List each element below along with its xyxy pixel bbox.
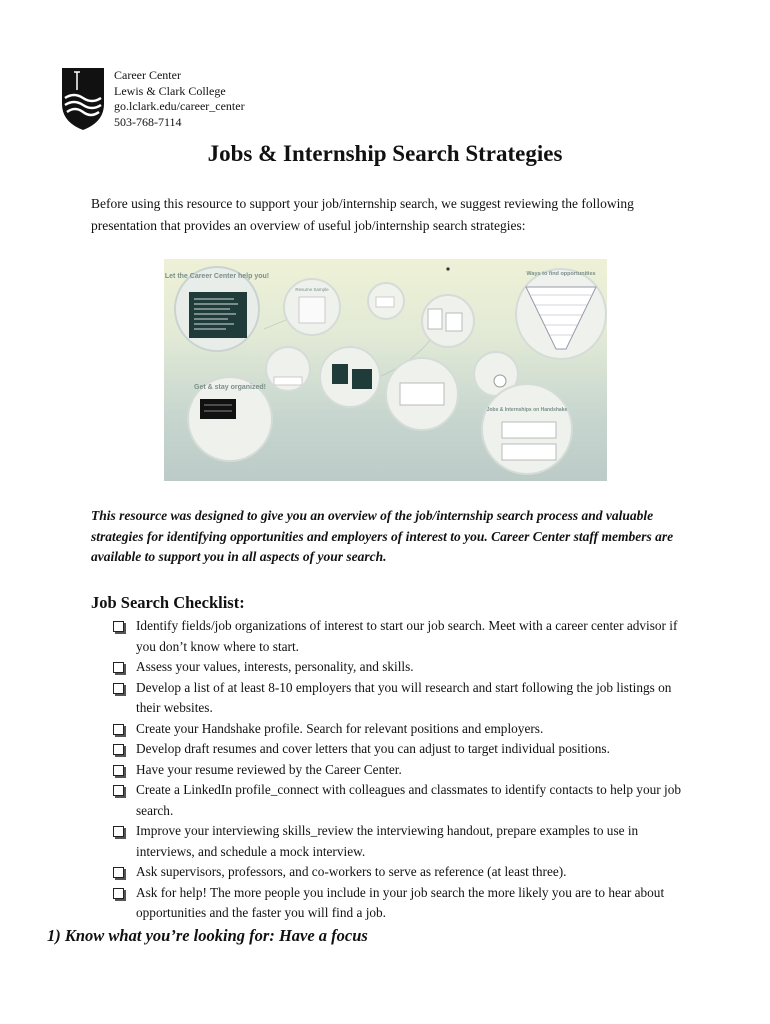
checkbox-icon: [113, 888, 124, 899]
phone-number: 503-768-7114: [114, 114, 182, 129]
checklist-item: Ask supervisors, professors, and co-workers to serve as reference (at least three).: [113, 862, 693, 883]
checklist-item: Assess your values, interests, personality, and skills.: [113, 657, 693, 678]
bubble-title-opportunities: Ways to find opportunities: [526, 271, 596, 277]
checklist-heading: Job Search Checklist:: [91, 593, 245, 612]
checklist-item: Develop a list of at least 8-10 employers that you will research and start following the job listings on their websites.: [113, 678, 693, 719]
section-heading-focus: 1) Know what you’re looking for: Have a focus: [47, 926, 368, 945]
checkbox-icon: [113, 765, 124, 776]
checkbox-icon: [113, 662, 124, 673]
office-name: Career Center: [114, 68, 181, 82]
checkbox-icon: [113, 621, 124, 632]
checklist-item: Develop draft resumes and cover letters that you can adjust to target individual positions.: [113, 739, 693, 760]
presentation-thumbnail[interactable]: [164, 259, 607, 481]
checkbox-icon: [113, 867, 124, 878]
checklist-item: Identify fields/job organizations of interest to start our job search. Meet with a career center advisor if you don’t know where to start.: [113, 616, 693, 657]
job-search-checklist: [113, 616, 693, 924]
resource-note: This resource was designed to give you an overview of the job/internship search process and valuable strategies for identifying opportunities and employers of interest to you. Career Center staff members are available to support you in all aspects of your search.: [91, 508, 674, 564]
checkbox-icon: [113, 744, 124, 755]
page-title: Jobs & Internship Search Strategies: [207, 141, 563, 166]
checklist-item: Improve your interviewing skills_review the interviewing handout, prepare examples to use in interviews, and schedule a mock interview.: [113, 821, 693, 862]
college-name: Lewis & Clark College: [114, 83, 226, 98]
bubble-title-organized: Get & stay organized!: [194, 384, 266, 391]
bubble-title-career-center: Let the Career Center help you!: [164, 273, 270, 280]
checklist-item: Create a LinkedIn profile_connect with colleagues and classmates to identify contacts to help your job search.: [113, 780, 693, 821]
checklist-item: Ask for help! The more people you include in your job search the more likely you are to hear about opportunities and the faster you will find a job.: [113, 883, 693, 924]
checklist-item: Create your Handshake profile. Search for relevant positions and employers.: [113, 719, 693, 740]
bubble-title-handshake: Jobs & Internships on Handshake: [486, 407, 568, 413]
checkbox-icon: [113, 724, 124, 735]
letterhead: [62, 68, 245, 130]
checklist-item: Have your resume reviewed by the Career Center.: [113, 760, 693, 781]
website: go.lclark.edu/career_center: [114, 99, 245, 113]
checkbox-icon: [113, 826, 124, 837]
presentation-graphic: [164, 259, 607, 481]
intro-paragraph: Before using this resource to support your job/internship search, we suggest reviewing the following presentation that provides an overview of useful job/internship search strategies:: [91, 196, 634, 233]
lewis-clark-shield-logo-icon: [62, 68, 104, 130]
checkbox-icon: [113, 683, 124, 694]
checkbox-icon: [113, 785, 124, 796]
bubble-title-resume: Resume Sample: [295, 287, 329, 292]
